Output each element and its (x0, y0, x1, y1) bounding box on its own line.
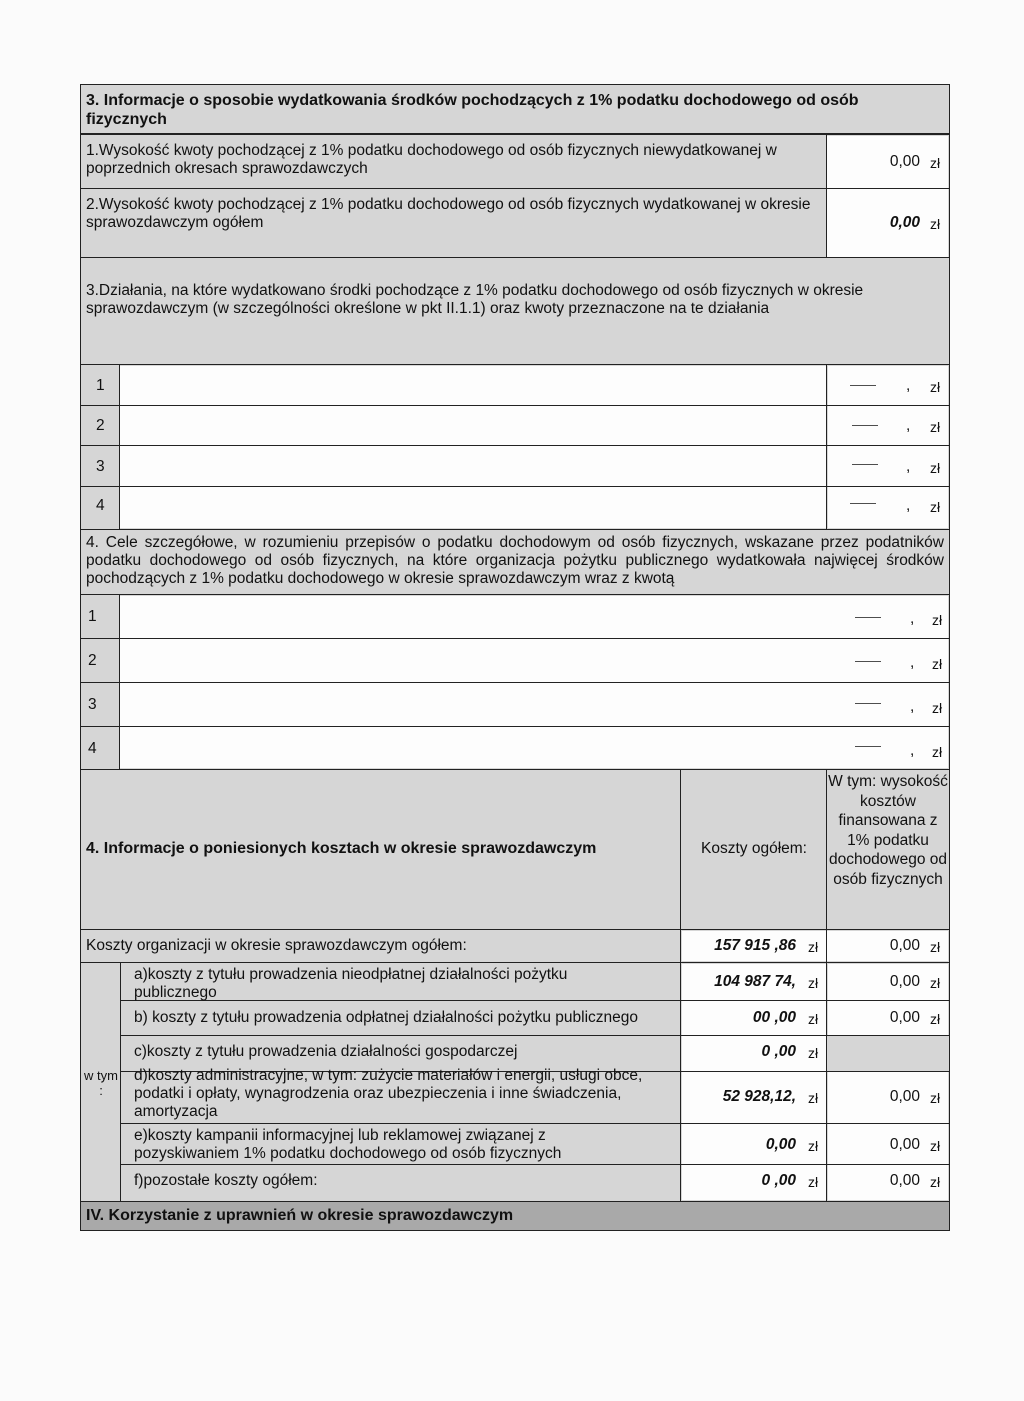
item4-row3-currency: zł (932, 700, 943, 716)
item2-label: 2.Wysokość kwoty pochodzącej z 1% podatku dochodowego od osób fizycznych wydatkowanej w okresie sprawozdawczym ogółem (86, 196, 811, 231)
item4-row4-num: 4 (88, 740, 97, 757)
cost-row-c-currency: zł (808, 1045, 819, 1061)
item1-currency: zł (930, 155, 941, 171)
costs-total-currency: zł (808, 939, 819, 955)
item3-row4-dash: —— (850, 495, 876, 510)
item4-row3-comma: , (910, 698, 915, 715)
w-tym-label: w tym : (84, 1068, 118, 1098)
cost-row-b-currency: zł (808, 1011, 819, 1027)
cost-row-e-label: e)koszty kampanii informacyjnej lub reklamowej związanej z pozyskiwaniem 1% podatku dochodowego od osób fizycznych (134, 1127, 562, 1162)
item3-row2-dash: —— (852, 417, 878, 432)
cost-row-e-total: 0,00 (765, 1136, 796, 1153)
cost-row-a-1pct-currency: zł (930, 975, 941, 991)
cost-row-d-1pct-currency: zł (930, 1090, 941, 1106)
item3-row1-currency: zł (930, 379, 941, 395)
section3-header (80, 84, 950, 134)
item3-row1-num: 1 (96, 377, 105, 394)
cost-row-b-1pct-currency: zł (930, 1011, 941, 1027)
item3-row4-currency: zł (930, 499, 941, 515)
costs-total-label: Koszty organizacji w okresie sprawozdawczym ogółem: (86, 937, 467, 954)
item3-label: 3.Działania, na które wydatkowano środki pochodzące z 1% podatku dochodowego od osób fizycznych w okresie sprawozdawczym (w szczególności określone w pkt II.1.1) oraz kwoty przeznaczone na te działania (86, 282, 864, 317)
costs-total-1pct-currency: zł (930, 939, 941, 955)
item3-header (80, 257, 950, 365)
cost-row-d-label: d)koszty administracyjne, w tym: zużycie materiałów i energii, usługi obce, podatki i opłaty, wynagrodzenia oraz ubezpieczenia i inne świadczenia, amortyzacja (134, 1067, 643, 1120)
cost-row-d-total: 52 928,12, (722, 1088, 796, 1105)
cost-row-c-label: c)koszty z tytułu prowadzenia działalności gospodarczej (134, 1043, 518, 1060)
item3-row3-comma: , (906, 458, 911, 475)
item4-label: 4. Cele szczegółowe, w rozumieniu przepisów o podatku dochodowym od osób fizycznych, wskazane przez podatników podatku dochodowego od osób fizycznych, na które organizacja pożytku publicznego wydatkowała najwięcej środków pochodzących z 1% podatku dochodowego w okresie sprawozdawczym wraz z kwotą (86, 534, 944, 587)
item3-row3-dash: —— (852, 456, 878, 471)
item1-label: 1.Wysokość kwoty pochodzącej z 1% podatku dochodowego od osób fizycznych niewydatkowanej w poprzednich okresach sprawozdawczych (86, 142, 777, 177)
item4-row3-num: 3 (88, 696, 97, 713)
costs-col-1pct: W tym: wysokość kosztów finansowana z 1% podatku dochodowego od osób fizycznych (828, 773, 948, 888)
cost-row-e-1pct-currency: zł (930, 1138, 941, 1154)
costs-heading: 4. Informacje o poniesionych kosztach w okresie sprawozdawczym (86, 840, 597, 857)
item3-row1-comma: , (906, 377, 911, 394)
cost-row-d-currency: zł (808, 1090, 819, 1106)
item4-row2-currency: zł (932, 656, 943, 672)
section3-heading: 3. Informacje o sposobie wydatkowania środków pochodzących z 1% podatku dochodowego od osób fizycznych (86, 92, 859, 128)
item4-row1-num: 1 (88, 608, 97, 625)
item3-row4-num: 4 (96, 497, 105, 514)
item3-row3-currency: zł (930, 460, 941, 476)
cost-row-a-currency: zł (808, 975, 819, 991)
item4-row1-dash: —— (855, 609, 881, 624)
item1-value: 0,00 (889, 153, 920, 170)
cost-row-f-label: f)pozostałe koszty ogółem: (134, 1172, 318, 1189)
item2-value: 0,00 (889, 214, 920, 231)
item3-row2-comma: , (906, 417, 911, 434)
item4-row1-comma: , (910, 610, 915, 627)
item4-header (80, 529, 950, 595)
cost-row-e-currency: zł (808, 1138, 819, 1154)
cost-row-e-1pct: 0,00 (889, 1136, 920, 1153)
cost-row-f-currency: zł (808, 1174, 819, 1190)
cost-row-f-total: 0 ,00 (761, 1172, 796, 1189)
cost-row-f-1pct-currency: zł (930, 1174, 941, 1190)
cost-row-d-1pct: 0,00 (889, 1088, 920, 1105)
item4-row2-dash: —— (855, 653, 881, 668)
item4-row3-dash: —— (855, 695, 881, 710)
costs-total-value: 157 915 ,86 (714, 937, 796, 954)
costs-col-total: Koszty ogółem: (701, 840, 807, 857)
item4-row4-comma: , (910, 742, 915, 759)
section4-header (80, 1201, 950, 1231)
cost-row-b-label: b) koszty z tytułu prowadzenia odpłatnej działalności pożytku publicznego (134, 1009, 639, 1026)
item3-row3-num: 3 (96, 458, 105, 475)
item2-currency: zł (930, 216, 941, 232)
cost-row-b-total: 00 ,00 (752, 1009, 796, 1026)
item4-row4-currency: zł (932, 744, 943, 760)
item3-row2-currency: zł (930, 419, 941, 435)
section4-heading: IV. Korzystanie z uprawnień w okresie sprawozdawczym (86, 1207, 514, 1224)
item3-row4-comma: , (906, 497, 911, 514)
item3-row2-num: 2 (96, 417, 105, 434)
cost-row-a-1pct: 0,00 (889, 973, 920, 990)
cost-row-f-1pct: 0,00 (889, 1172, 920, 1189)
cost-row-a-total: 104 987 74, (714, 973, 796, 990)
item3-row1-dash: —— (850, 377, 876, 392)
cost-row-c-total: 0 ,00 (761, 1043, 796, 1060)
item4-row2-comma: , (910, 654, 915, 671)
item4-row4-dash: —— (855, 738, 881, 753)
item4-row2-num: 2 (88, 652, 97, 669)
cost-row-b-1pct: 0,00 (889, 1009, 920, 1026)
item4-row1-currency: zł (932, 612, 943, 628)
cost-row-a-label: a)koszty z tytułu prowadzenia nieodpłatnej działalności pożytku publicznego (134, 966, 568, 1001)
costs-total-1pct: 0,00 (889, 937, 920, 954)
